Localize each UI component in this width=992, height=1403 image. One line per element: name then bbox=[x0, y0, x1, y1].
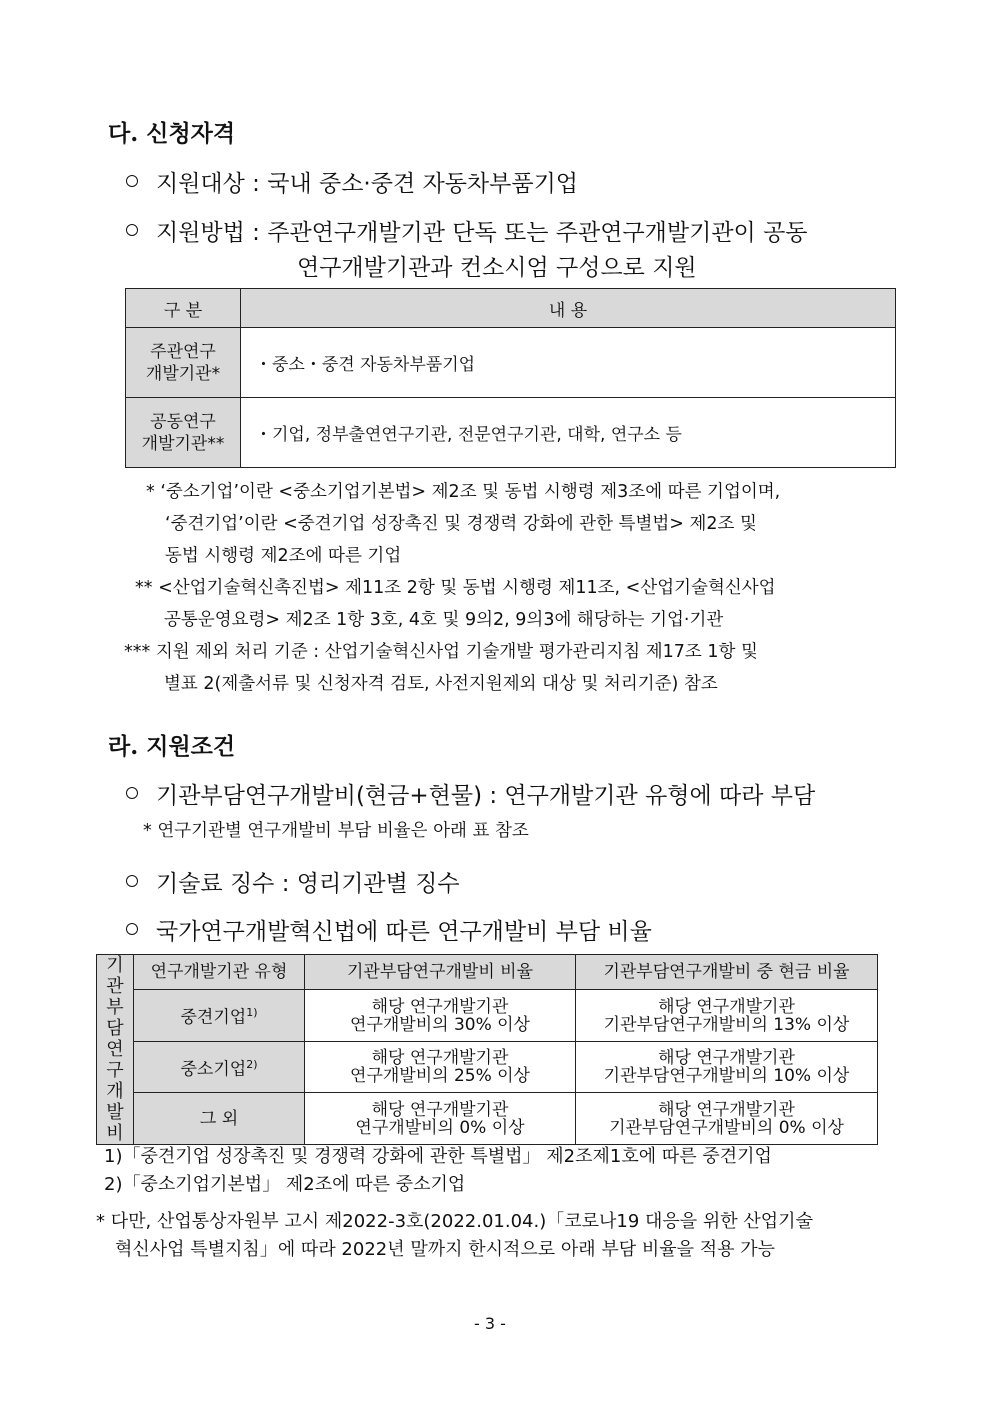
side-label-char: 부 bbox=[106, 997, 124, 1018]
footnote-ref: 1) bbox=[246, 1006, 258, 1020]
note-double-star bbox=[135, 572, 776, 636]
circle-bullet-icon bbox=[126, 787, 138, 799]
side-label-char: 비 bbox=[106, 1123, 124, 1144]
row-content-lead: ・중소・중견 자동차부품기업 bbox=[241, 328, 896, 398]
cash-ratio-cell bbox=[576, 990, 878, 1042]
side-label-char: 연 bbox=[106, 1039, 124, 1060]
note-line: ** <산업기술혁신촉진법> 제11조 2항 및 동법 시행령 제11조, <산업기술혁신사업 bbox=[135, 578, 776, 598]
side-label-char: 구 bbox=[106, 1060, 124, 1081]
side-label-char: 기 bbox=[106, 955, 124, 976]
cell-line: 해당 연구개발기관 bbox=[658, 1099, 795, 1120]
header-content: 내 용 bbox=[241, 289, 896, 328]
note-triple-star bbox=[124, 636, 758, 700]
bullet-method bbox=[126, 214, 808, 247]
note-line: 별표 2(제출서류 및 신청자격 검토, 사전지원제외 대상 및 처리기준) 참조 bbox=[164, 674, 718, 694]
circle-bullet-icon bbox=[126, 923, 138, 935]
bullet-target bbox=[126, 165, 578, 198]
row-label-lead bbox=[126, 328, 241, 398]
bullet-ratio bbox=[126, 913, 652, 946]
circle-bullet-icon bbox=[126, 875, 138, 887]
cell-line: 기관부담연구개발비의 0% 이상 bbox=[609, 1117, 844, 1138]
header-cash-ratio: 기관부담연구개발비 중 현금 비율 bbox=[576, 955, 878, 990]
share-ratio-cell bbox=[305, 990, 576, 1042]
side-label-char: 담 bbox=[106, 1018, 124, 1039]
cell-line: 해당 연구개발기관 bbox=[658, 1048, 795, 1069]
cash-ratio-cell bbox=[576, 1093, 878, 1145]
side-label-vertical bbox=[97, 955, 134, 1145]
row-content-joint: ・기업, 정부출연연구기관, 전문연구기관, 대학, 연구소 등 bbox=[241, 398, 896, 468]
footnote-2: 2)「중소기업기본법」 제2조에 따른 중소기업 bbox=[104, 1174, 466, 1195]
circle-bullet-icon bbox=[126, 175, 138, 187]
circle-bullet-icon bbox=[126, 224, 138, 236]
label-line: 주관연구 bbox=[150, 341, 216, 362]
cell-line: 기관부담연구개발비의 13% 이상 bbox=[603, 1014, 850, 1035]
cell-line: 연구개발비의 30% 이상 bbox=[350, 1014, 530, 1035]
method-text-line2: 연구개발기관과 컨소시엄 구성으로 지원 bbox=[297, 255, 697, 281]
org-type-label: 중견기업 bbox=[180, 1008, 247, 1028]
side-label-char: 관 bbox=[106, 976, 124, 997]
table-header-row bbox=[126, 289, 896, 328]
side-label-char: 발 bbox=[106, 1102, 124, 1123]
note-line: * ‘중소기업’이란 <중소기업기본법> 제2조 및 동법 시행령 제3조에 따른 기업이며, bbox=[146, 482, 781, 502]
org-type-cell bbox=[134, 1041, 305, 1093]
footnote-ref: 2) bbox=[246, 1057, 258, 1071]
bullet-cost-share bbox=[126, 777, 815, 810]
section-heading-ra: 라. 지원조건 bbox=[108, 733, 236, 760]
cost-share-note: * 연구기관별 연구개발비 부담 비율은 아래 표 참조 bbox=[143, 821, 529, 841]
method-text-line1: 지원방법 : 주관연구개발기관 단독 또는 주관연구개발기관이 공동 bbox=[156, 220, 808, 246]
side-label-char: 개 bbox=[106, 1081, 124, 1102]
cell-line: 연구개발비의 0% 이상 bbox=[355, 1117, 525, 1138]
note-line: 공통운영요령> 제2조 1항 3호, 4호 및 9의2, 9의3에 해당하는 기업·기관 bbox=[164, 610, 724, 630]
share-ratio-cell bbox=[305, 1041, 576, 1093]
table-row bbox=[97, 1093, 878, 1145]
share-ratio-cell bbox=[305, 1093, 576, 1145]
note-single-star bbox=[146, 476, 898, 572]
cell-line: 해당 연구개발기관 bbox=[371, 1099, 509, 1120]
label-line: 개발기관** bbox=[141, 433, 225, 454]
header-share-ratio: 기관부담연구개발비 비율 bbox=[305, 955, 576, 990]
cell-line: 연구개발비의 25% 이상 bbox=[350, 1066, 530, 1087]
cell-line: 기관부담연구개발비의 10% 이상 bbox=[603, 1066, 850, 1087]
ratio-text: 국가연구개발혁신법에 따른 연구개발비 부담 비율 bbox=[156, 919, 652, 945]
label-line: 공동연구 bbox=[150, 411, 216, 432]
table-row bbox=[97, 1041, 878, 1093]
section-heading-da: 다. 신청자격 bbox=[108, 120, 236, 147]
table-row bbox=[126, 328, 896, 398]
note-line: 동법 시행령 제2조에 따른 기업 bbox=[165, 546, 402, 566]
org-type-cell bbox=[134, 990, 305, 1042]
org-type-label: 그 외 bbox=[199, 1108, 239, 1129]
cell-line: 해당 연구개발기관 bbox=[371, 1048, 509, 1069]
org-type-label: 중소기업 bbox=[180, 1059, 247, 1080]
cost-ratio-table bbox=[96, 954, 878, 1145]
header-org-type: 연구개발기관 유형 bbox=[134, 955, 305, 990]
eligibility-table bbox=[125, 288, 896, 468]
bullet-tech-fee bbox=[126, 865, 460, 898]
cost-share-text: 기관부담연구개발비(현금+현물) : 연구개발기관 유형에 따라 부담 bbox=[156, 783, 816, 809]
label-line: 개발기관* bbox=[145, 363, 221, 384]
cell-line: 해당 연구개발기관 bbox=[658, 996, 795, 1017]
note-line: *** 지원 제외 처리 기준 : 산업기술혁신사업 기술개발 평가관리지침 제17조 1항 및 bbox=[124, 642, 758, 662]
table-header-row bbox=[97, 955, 878, 990]
header-category: 구 분 bbox=[126, 289, 241, 328]
footnote-1: 1)「중견기업 성장촉진 및 경쟁력 강화에 관한 특별법」 제2조제1호에 따른 중견기업 bbox=[104, 1146, 772, 1167]
table-row bbox=[126, 398, 896, 468]
note-line: ‘중견기업’이란 <중견기업 성장촉진 및 경쟁력 강화에 관한 특별법> 제2조 및 bbox=[165, 514, 757, 534]
footnote-3-line2: 혁신사업 특별지침」에 따라 2022년 말까지 한시적으로 아래 부담 비율을 적용 가능 bbox=[115, 1239, 776, 1260]
footnote-3-line1: * 다만, 산업통상자원부 고시 제2022-3호(2022.01.04.)「코로나19 대응을 위한 산업기술 bbox=[96, 1211, 813, 1232]
cell-line: 해당 연구개발기관 bbox=[371, 996, 509, 1017]
target-text: 지원대상 : 국내 중소·중견 자동차부품기업 bbox=[156, 171, 579, 197]
org-type-cell bbox=[134, 1093, 305, 1145]
tech-fee-text: 기술료 징수 : 영리기관별 징수 bbox=[156, 871, 460, 897]
row-label-joint bbox=[126, 398, 241, 468]
table-row bbox=[97, 990, 878, 1042]
page-number: - 3 - bbox=[474, 1314, 506, 1333]
cash-ratio-cell bbox=[576, 1041, 878, 1093]
